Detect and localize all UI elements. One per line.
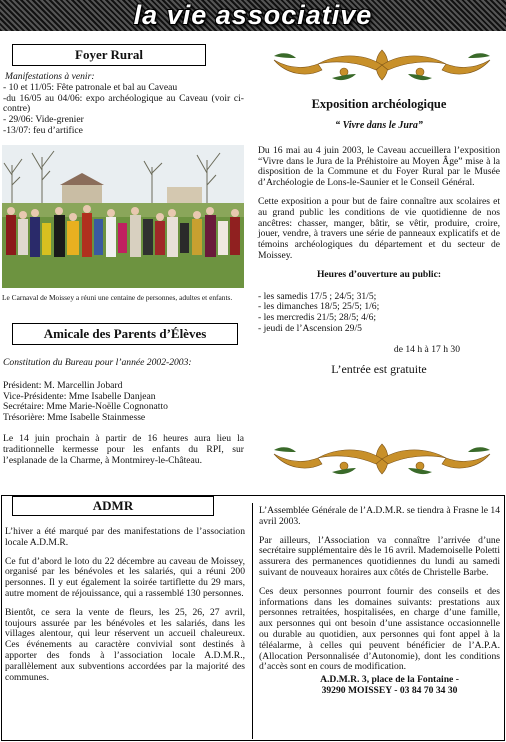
foyer-rural-section — [3, 72, 244, 137]
carnival-photo — [2, 145, 244, 288]
hours-item: - les samedis 17/5 ; 24/5; 31/5; — [258, 290, 377, 302]
opening-time: de 14 h à 17 h 30 — [393, 343, 460, 355]
hours-title: Heures d’ouverture au public: — [316, 268, 442, 280]
hours-item: - les dimanches 18/5; 25/5; 1/6; — [258, 301, 380, 313]
admr-phone: 39290 MOISSEY - 03 84 70 34 30 — [321, 684, 458, 696]
foyer-rural-title: Foyer Rural — [12, 44, 206, 66]
amicale-member: Président: M. Marcellin Jobard — [3, 379, 123, 391]
foyer-item: -du 16/05 au 04/06: expo archéologique au Caveau (voir ci-contre) — [3, 92, 244, 115]
expo-subtitle: “ Vivre dans le Jura” — [335, 120, 423, 131]
admr-left-column — [5, 527, 245, 691]
foyer-item: - 10 et 11/05: Fête patronale et bal au Caveau — [3, 81, 178, 93]
carnival-photo-illustration — [2, 145, 244, 288]
foyer-item: -13/07: feu d’artifice — [3, 124, 83, 136]
floral-ornament-bottom — [266, 438, 498, 480]
free-entry: L’entrée est gratuite — [331, 361, 427, 376]
admr-title: ADMR — [12, 496, 214, 516]
banner-title: la vie associative — [133, 0, 373, 30]
amicale-subtitle: Constitution du Bureau pour l’année 2002-2003: — [3, 357, 192, 368]
expo-paragraph: Du 16 mai au 4 juin 2003, le Caveau accueillera l’exposition “Vivre dans le Jura de la Préhistoire au Moyen Âge” mise à la disposition de la Commune et du Foyer Rural par le Musée d’Archéologie de Lons-le-Saunier et le Conseil Général. — [258, 144, 500, 189]
admr-paragraph: Ce fut d’abord le loto du 22 décembre au caveau de Moissey, organisé par les bénévoles et les salariés, qui a réuni 200 personnes. Il y eut également la soirée tartiflette du 29 mars, autre moment de réjouissance, qui a rassemblé 130 personnes. — [5, 555, 245, 599]
amicale-title: Amicale des Parents d’Élèves — [12, 323, 238, 345]
foyer-heading: Manifestations à venir: — [5, 71, 95, 82]
expo-title: Exposition archéologique — [311, 97, 447, 111]
admr-paragraph: Ces deux personnes pourront fournir des conseils et des informations dans les domaines suivants: prestations aux personnes retraitées, hospitalisées, en charge d’une famille, aux personnes qui ont besoin d’une assistance occasionnelle ou durable au quotidien, aux personnes qui font appel à la téléalarme, à celles qui peuvent bénéficier de l’A.P.A. (Allocation Personnalisée d’Autonomie), dont les conditions d’accès sont en cours de modification. — [259, 585, 500, 673]
expo-paragraph: Cette exposition a pour but de faire connaître aux scolaires et au grand public les conditions de vie quotidienne de nos ancêtres: chasser, manger, bâtir, se vêtir, produire, croire, jouer, vendre, à travers une série de panneaux explicatifs et de témoins archéologiques du département et du secteur de Moissey. — [258, 195, 500, 261]
admr-paragraph: Bientôt, ce sera la vente de fleurs, les 25, 26, 27 avril, toujours assurée par les bénévoles et les salariés, dans les villages alentour, qui leur réservent un accueil chaleureux. Ces événements au caractère convivial sont destinés à apporter des fonds à l’association locale A.D.M.R., parallèlement aux subventions accordées par la majorité des communes. — [5, 606, 245, 683]
amicale-section — [3, 358, 244, 466]
hours-item: - les mercredis 21/5; 28/5; 4/6; — [258, 312, 377, 324]
admr-right-column — [259, 506, 500, 697]
foyer-item: - 29/06: Vide-grenier — [3, 114, 84, 126]
admr-address: A.D.M.R. 3, place de la Fontaine - — [320, 674, 459, 686]
exposition-section — [258, 96, 500, 374]
banner — [0, 0, 506, 31]
admr-paragraph: L’Assemblée Générale de l’A.D.M.R. se tiendra à Frasne le 14 avril 2003. — [259, 505, 500, 527]
amicale-member: Secrétaire: Mme Marie-Noëlle Cognonatto — [3, 401, 168, 413]
admr-paragraph: Par ailleurs, l’Association va connaître l’arrivée d’une secrétaire supplémentaire dès le 16 avril. Mademoiselle Poletti assurera des permanences quotidiennes du lundi au samedi suivant de nouveaux horaires aux côtés de Christelle Barbe. — [259, 534, 500, 578]
column-divider — [252, 503, 253, 739]
amicale-member: Vice-Présidente: Mme Isabelle Danjean — [3, 390, 156, 402]
admr-paragraph: L’hiver a été marqué par des manifestations de l’association locale A.D.M.R. — [5, 526, 245, 548]
hours-item: - jeudi de l’Ascension 29/5 — [258, 322, 362, 334]
photo-caption: Le Carnaval de Moissey a réuni une centaine de personnes, adultes et enfants. — [2, 293, 233, 302]
floral-ornament-top — [266, 44, 498, 86]
amicale-member: Trésorière: Mme Isabelle Stainmesse — [3, 412, 146, 424]
amicale-text: Le 14 juin prochain à partir de 16 heures aura lieu la traditionnelle kermesse pour les enfants du RPI, sur l’esplanade de la Charme, à Montmirey-le-Château. — [3, 432, 244, 466]
